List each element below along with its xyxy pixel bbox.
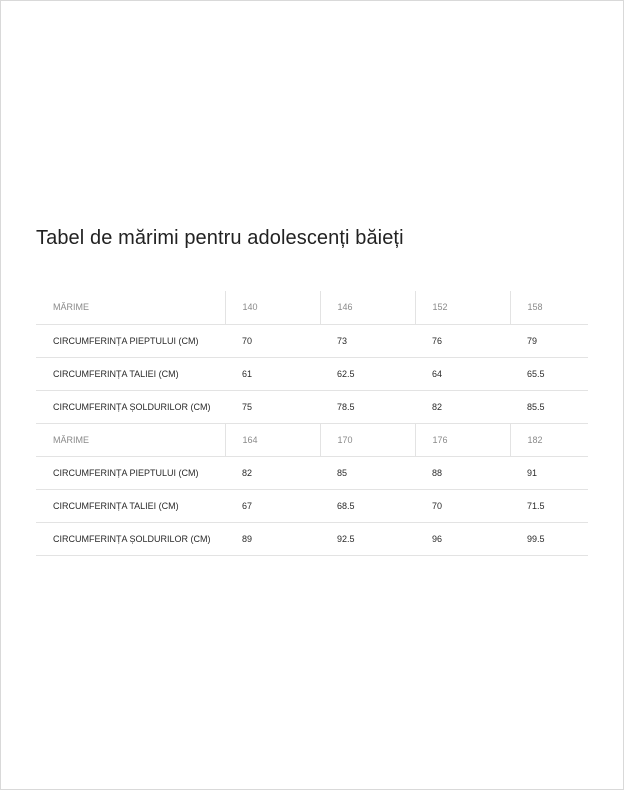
measurement-value: 82 [225, 456, 320, 489]
measurement-label: CIRCUMFERINȚA PIEPTULUI (CM) [36, 324, 225, 357]
measurement-row-chest [36, 456, 588, 489]
measurement-value: 61 [225, 357, 320, 390]
measurement-value: 75 [225, 390, 320, 423]
size-header-cell: 158 [510, 291, 588, 324]
page-title: Tabel de mărimi pentru adolescenți băieți [36, 227, 404, 249]
measurement-row-waist [36, 489, 588, 522]
measurement-row-hips [36, 522, 588, 555]
size-header-cell: 140 [225, 291, 320, 324]
size-header-cell: 164 [225, 423, 320, 456]
measurement-value: 89 [225, 522, 320, 555]
measurement-label: CIRCUMFERINȚA ȘOLDURILOR (CM) [36, 522, 225, 555]
measurement-value: 79 [510, 324, 588, 357]
size-header-cell: 170 [320, 423, 415, 456]
measurement-row-hips [36, 390, 588, 423]
measurement-value: 78.5 [320, 390, 415, 423]
size-header-cell: 176 [415, 423, 510, 456]
measurement-value: 62.5 [320, 357, 415, 390]
measurement-label: CIRCUMFERINȚA PIEPTULUI (CM) [36, 456, 225, 489]
measurement-value: 76 [415, 324, 510, 357]
measurement-value: 92.5 [320, 522, 415, 555]
size-header-label: MĂRIME [36, 291, 225, 324]
measurement-value: 70 [415, 489, 510, 522]
size-header-row [36, 423, 588, 456]
measurement-value: 73 [320, 324, 415, 357]
measurement-value: 99.5 [510, 522, 588, 555]
measurement-row-waist [36, 357, 588, 390]
measurement-value: 85 [320, 456, 415, 489]
measurement-value: 82 [415, 390, 510, 423]
measurement-value: 67 [225, 489, 320, 522]
measurement-label: CIRCUMFERINȚA TALIEI (CM) [36, 357, 225, 390]
measurement-value: 88 [415, 456, 510, 489]
measurement-row-chest [36, 324, 588, 357]
measurement-value: 68.5 [320, 489, 415, 522]
size-header-cell: 146 [320, 291, 415, 324]
measurement-value: 71.5 [510, 489, 588, 522]
measurement-value: 64 [415, 357, 510, 390]
size-chart-table [36, 291, 588, 556]
measurement-value: 85.5 [510, 390, 588, 423]
measurement-value: 65.5 [510, 357, 588, 390]
measurement-value: 70 [225, 324, 320, 357]
measurement-label: CIRCUMFERINȚA TALIEI (CM) [36, 489, 225, 522]
size-header-label: MĂRIME [36, 423, 225, 456]
size-header-cell: 182 [510, 423, 588, 456]
size-header-cell: 152 [415, 291, 510, 324]
measurement-label: CIRCUMFERINȚA ȘOLDURILOR (CM) [36, 390, 225, 423]
measurement-value: 91 [510, 456, 588, 489]
measurement-value: 96 [415, 522, 510, 555]
size-header-row [36, 291, 588, 324]
